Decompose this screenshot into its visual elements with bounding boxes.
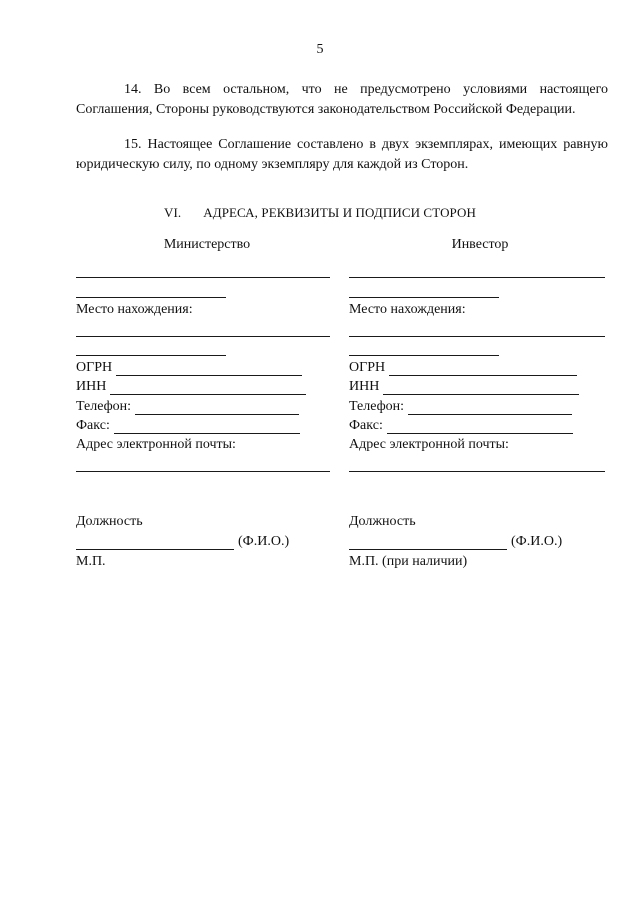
left-location-line-1[interactable] <box>76 336 330 337</box>
section-title: АДРЕСА, РЕКВИЗИТЫ И ПОДПИСИ СТОРОН <box>203 205 477 220</box>
right-inn-label: ИНН <box>349 379 380 394</box>
left-name-line-1[interactable] <box>76 277 330 278</box>
left-phone-label: Телефон: <box>76 399 132 414</box>
left-fax-field[interactable] <box>114 419 300 434</box>
left-fax-label: Факс: <box>76 418 110 433</box>
right-location-line-2[interactable] <box>349 355 499 356</box>
left-ogrn-label: ОГРН <box>76 360 113 375</box>
right-ogrn-label: ОГРН <box>349 360 386 375</box>
right-fio-label: (Ф.И.О.) <box>511 534 563 549</box>
right-inn-row <box>349 377 579 395</box>
right-email-label: Адрес электронной почты: <box>349 437 509 452</box>
left-email-label: Адрес электронной почты: <box>76 437 236 452</box>
right-fax-field[interactable] <box>387 419 573 434</box>
right-signature-line[interactable] <box>349 549 507 550</box>
left-stamp-label: М.П. <box>76 554 106 569</box>
left-ogrn-row <box>76 358 302 376</box>
left-inn-label: ИНН <box>76 379 107 394</box>
right-inn-field[interactable] <box>383 380 579 395</box>
left-party-title: Министерство <box>163 237 251 252</box>
right-position-label: Должность <box>349 514 416 529</box>
left-ogrn-field[interactable] <box>116 361 302 376</box>
left-position-label: Должность <box>76 514 143 529</box>
left-party-column <box>76 0 338 905</box>
right-phone-field[interactable] <box>408 400 572 415</box>
right-phone-row <box>349 397 572 415</box>
right-name-line-2[interactable] <box>349 297 499 298</box>
paragraph-15: 15. Настоящее Соглашение составлено в двух экземплярах, имеющих равную юридическую силу, по одному экземпляру для каждой из Сторон. <box>76 137 608 172</box>
right-location-label: Место нахождения: <box>349 302 466 317</box>
right-phone-label: Телефон: <box>349 399 405 414</box>
right-ogrn-row <box>349 358 577 376</box>
left-phone-row <box>76 397 299 415</box>
right-fax-label: Факс: <box>349 418 383 433</box>
left-fax-row <box>76 416 300 434</box>
right-party-title: Инвестор <box>451 237 509 252</box>
left-fio-label: (Ф.И.О.) <box>238 534 290 549</box>
right-name-line-1[interactable] <box>349 277 605 278</box>
right-email-line[interactable] <box>349 471 605 472</box>
section-roman-numeral: VI. <box>163 205 182 220</box>
left-inn-field[interactable] <box>110 380 306 395</box>
left-location-label: Место нахождения: <box>76 302 193 317</box>
left-location-line-2[interactable] <box>76 355 226 356</box>
left-signature-line[interactable] <box>76 549 234 550</box>
left-name-line-2[interactable] <box>76 297 226 298</box>
left-phone-field[interactable] <box>135 400 299 415</box>
right-fax-row <box>349 416 573 434</box>
left-email-line[interactable] <box>76 471 330 472</box>
right-ogrn-field[interactable] <box>389 361 577 376</box>
right-location-line-1[interactable] <box>349 336 605 337</box>
right-stamp-label: М.П. (при наличии) <box>349 554 468 569</box>
paragraph-14: 14. Во всем остальном, что не предусмотрено условиями настоящего Соглашения, Стороны руководствуются законодательством Российской Федерации. <box>76 82 608 117</box>
page-number: 5 <box>316 42 324 57</box>
left-inn-row <box>76 377 306 395</box>
right-party-column <box>349 0 611 905</box>
